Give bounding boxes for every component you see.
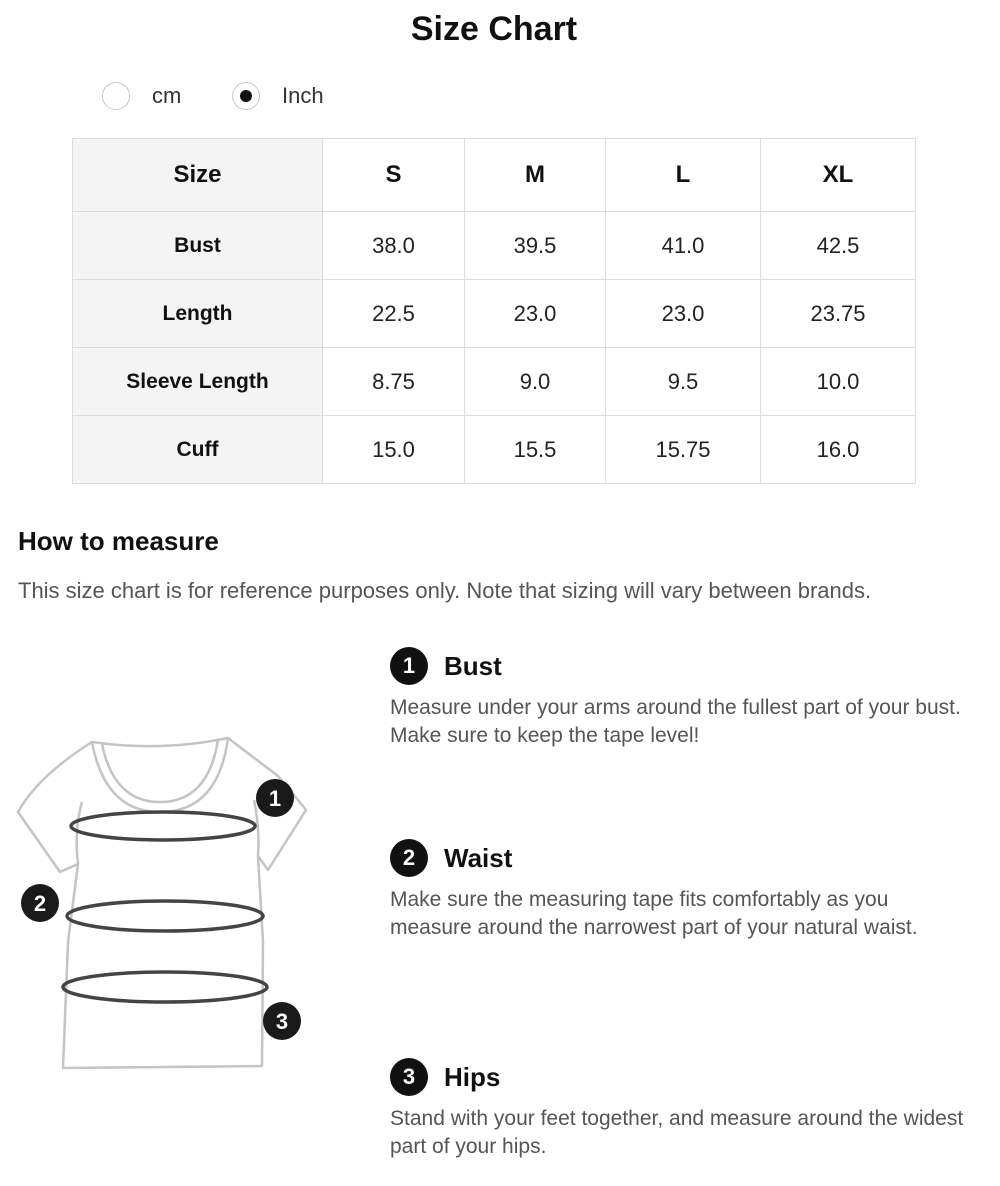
marker-3 (263, 1002, 301, 1040)
tshirt-measure-diagram (10, 730, 320, 1080)
table-cell: 10.0 (761, 348, 916, 416)
table-cell: 9.5 (606, 348, 761, 416)
row-label: Bust (73, 212, 323, 280)
table-cell: 38.0 (323, 212, 465, 280)
radio-circle[interactable] (232, 82, 260, 110)
table-row-bust (73, 212, 916, 280)
size-table (72, 138, 916, 484)
step-description: Measure under your arms around the fullest part of your bust. Make sure to keep the tape level! (390, 696, 961, 747)
table-cell: 23.0 (465, 280, 606, 348)
marker-2-label: 2 (33, 891, 47, 916)
radio-circle[interactable] (102, 82, 130, 110)
table-cell: 15.5 (465, 416, 606, 484)
table-cell: 9.0 (465, 348, 606, 416)
unit-inch-label: Inch (282, 83, 324, 108)
table-row-sleeve-length (73, 348, 916, 416)
table-cell: 8.75 (323, 348, 465, 416)
marker-1 (256, 779, 294, 817)
column-header-l: L (606, 139, 761, 212)
marker-3-label: 3 (275, 1009, 289, 1034)
page-title: Size Chart (410, 10, 578, 48)
table-cell: 39.5 (465, 212, 606, 280)
row-label: Length (73, 280, 323, 348)
step-description: Make sure the measuring tape fits comfortably as you measure around the narrowest part of your natural waist. (390, 888, 918, 939)
row-label: Sleeve Length (73, 348, 323, 416)
radio-dot (240, 90, 252, 102)
row-label: Cuff (73, 416, 323, 484)
table-row-cuff (73, 416, 916, 484)
table-row-length (73, 280, 916, 348)
table-cell: 22.5 (323, 280, 465, 348)
step-number-badge: 2 (390, 839, 428, 877)
column-header-m: M (465, 139, 606, 212)
how-to-measure-heading: How to measure (18, 526, 219, 556)
step-description: Stand with your feet together, and measure around the widest part of your hips. (390, 1107, 964, 1158)
table-cell: 23.0 (606, 280, 761, 348)
unit-cm-label: cm (152, 83, 182, 108)
marker-1-label: 1 (268, 786, 282, 811)
table-cell: 15.0 (323, 416, 465, 484)
table-cell: 16.0 (761, 416, 916, 484)
step-number-badge: 3 (390, 1058, 428, 1096)
column-header-xl: XL (761, 139, 916, 212)
step-title: Hips (444, 1061, 501, 1092)
reference-note: This size chart is for reference purposes only. Note that sizing will vary between brands. (18, 578, 872, 603)
table-cell: 42.5 (761, 212, 916, 280)
step-bust (390, 646, 980, 750)
step-title: Waist (444, 842, 513, 873)
column-header-size: Size (73, 139, 323, 212)
table-cell: 23.75 (761, 280, 916, 348)
step-title: Bust (444, 650, 502, 681)
marker-2 (21, 884, 59, 922)
step-number-badge: 1 (390, 647, 428, 685)
table-header-row (73, 139, 916, 212)
column-header-s: S (323, 139, 465, 212)
step-hips (390, 1057, 980, 1161)
unit-inch-radio[interactable] (232, 80, 324, 112)
unit-cm-radio[interactable] (102, 80, 181, 112)
table-cell: 41.0 (606, 212, 761, 280)
step-waist (390, 838, 980, 942)
table-cell: 15.75 (606, 416, 761, 484)
